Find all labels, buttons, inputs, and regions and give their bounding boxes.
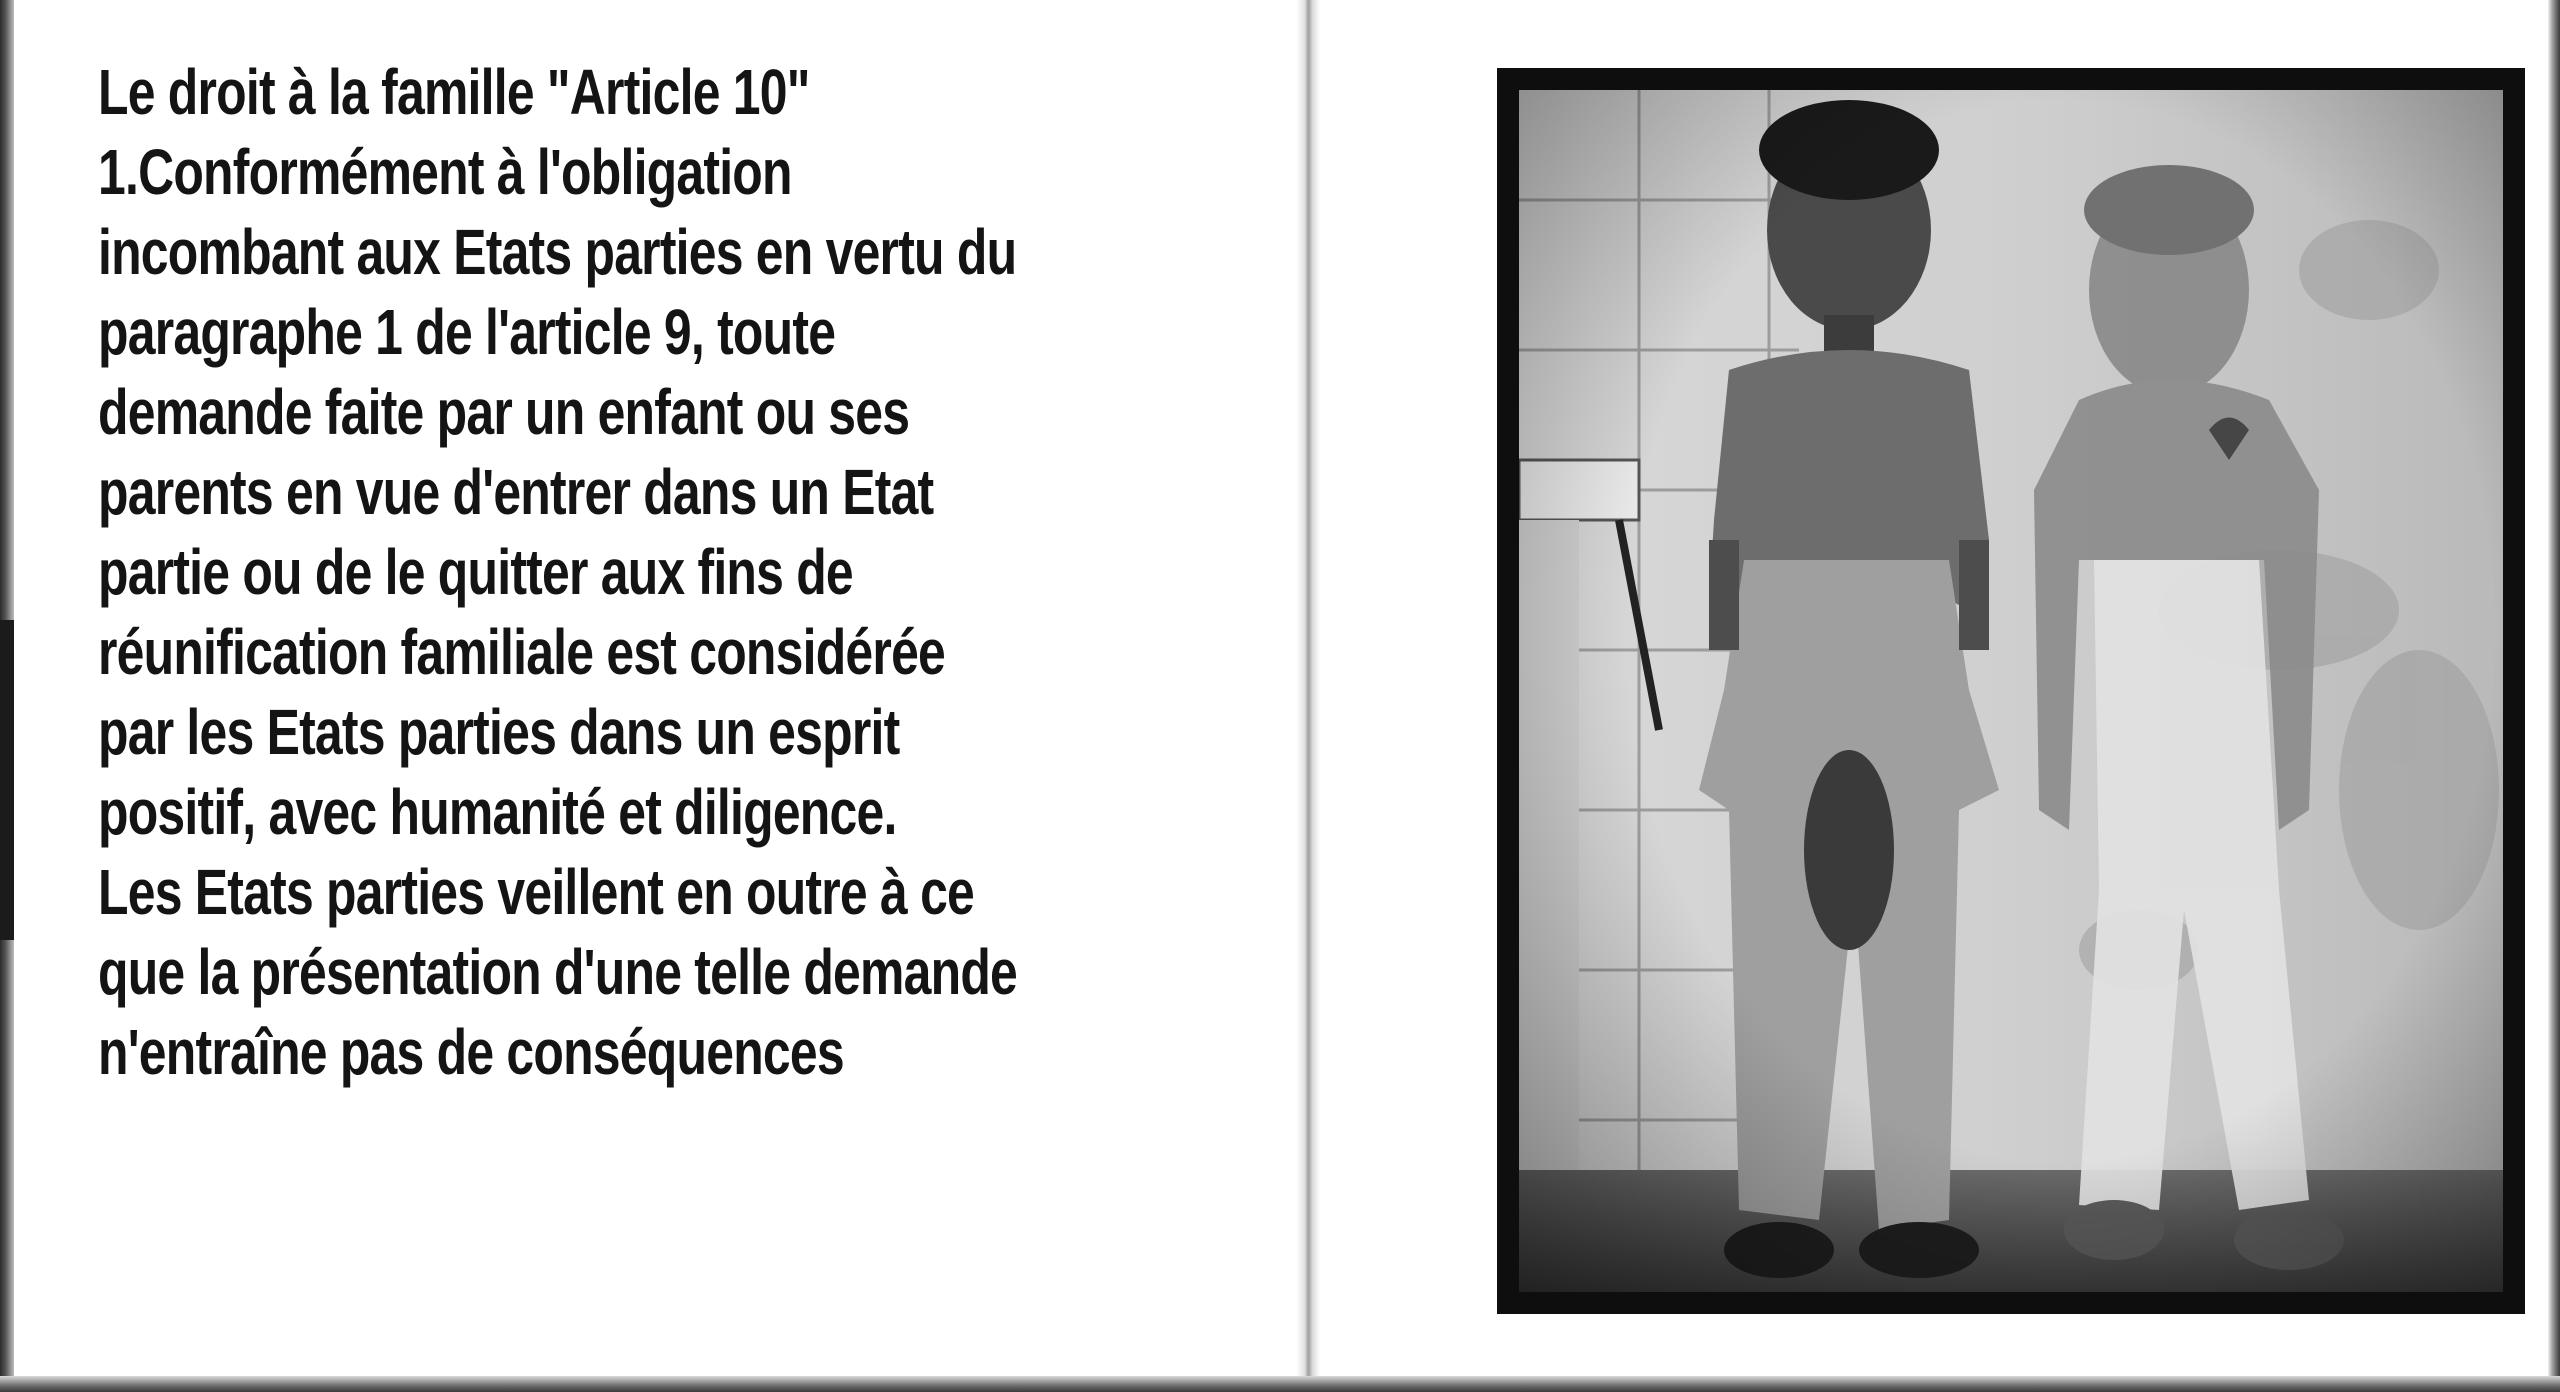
article-text-line: positif, avec humanité et diligence. xyxy=(98,776,897,848)
book-left-edge xyxy=(0,0,14,1392)
article-text-line: n'entraîne pas de conséquences xyxy=(98,1016,844,1088)
article-title-line: Le droit à la famille "Article 10" xyxy=(98,56,810,128)
article-text-line: par les Etats parties dans un esprit xyxy=(98,696,900,768)
photo-illustration xyxy=(1519,90,2503,1292)
book-right-edge xyxy=(2548,0,2560,1392)
article-text-line: demande faite par un enfant ou ses xyxy=(98,376,910,448)
book-gutter xyxy=(1296,0,1320,1376)
article-text-line: parents en vue d'entrer dans un Etat xyxy=(98,456,934,528)
book-bottom-edge xyxy=(0,1376,2560,1392)
article-10-text xyxy=(98,52,1018,1092)
article-text-line: 1.Conformément à l'obligation xyxy=(98,136,792,208)
article-text-line: partie ou de le quitter aux fins de xyxy=(98,536,853,608)
article-text-line: Les Etats parties veillent en outre à ce xyxy=(98,856,975,928)
article-text-line: réunification familiale est considérée xyxy=(98,616,946,688)
photo-frame xyxy=(1497,68,2525,1314)
photograph xyxy=(1519,90,2503,1292)
article-text-line: incombant aux Etats parties en vertu du xyxy=(98,216,1017,288)
left-page xyxy=(14,0,1296,1376)
article-text-line: paragraphe 1 de l'article 9, toute xyxy=(98,296,836,368)
article-text-line: que la présentation d'une telle demande xyxy=(98,936,1018,1008)
